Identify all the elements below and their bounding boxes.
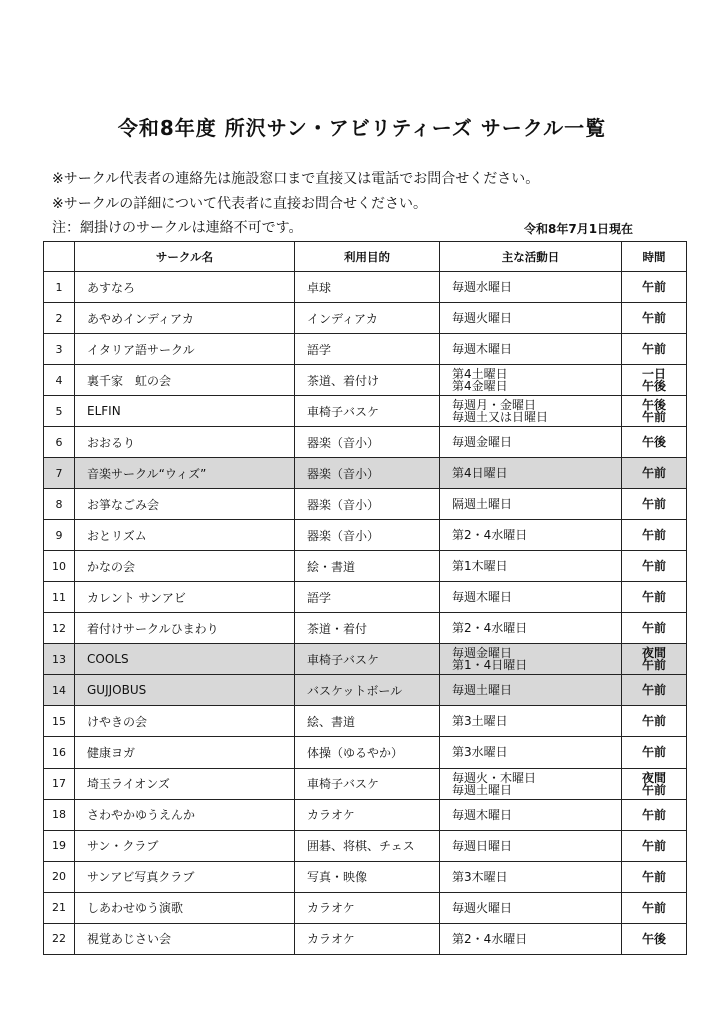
activity-day-cell: 毎週木曜日 [440, 582, 622, 613]
time-cell: 午前 [622, 582, 687, 613]
activity-day-cell: 第2・4水曜日 [440, 613, 622, 644]
purpose-cell: 絵・書道 [295, 551, 440, 582]
row-number-cell: 7 [44, 458, 75, 489]
table-row [44, 551, 687, 582]
row-number-cell: 22 [44, 923, 75, 954]
activity-day-cell: 毎週日曜日 [440, 830, 622, 861]
activity-day-cell: 第3土曜日 [440, 706, 622, 737]
table-row [44, 613, 687, 644]
row-number-cell: 1 [44, 272, 75, 303]
activity-day-cell: 第3木曜日 [440, 861, 622, 892]
time-cell: 夜間 午前 [622, 768, 687, 799]
activity-day-cell: 第4土曜日 第4金曜日 [440, 365, 622, 396]
purpose-cell: 器楽（音小） [295, 489, 440, 520]
activity-day-cell: 毎週火・木曜日 毎週土曜日 [440, 768, 622, 799]
activity-day-cell: 毎週金曜日 第1・4日曜日 [440, 644, 622, 675]
activity-day-cell: 第1木曜日 [440, 551, 622, 582]
table-row [44, 489, 687, 520]
circle-name-cell: GUJJOBUS [75, 675, 295, 706]
row-number-cell: 16 [44, 737, 75, 768]
activity-day-cell: 毎週木曜日 [440, 334, 622, 365]
circle-name-cell: お箏なごみ会 [75, 489, 295, 520]
purpose-cell: 体操（ゆるやか） [295, 737, 440, 768]
table-row [44, 427, 687, 458]
table-row [44, 861, 687, 892]
table-row [44, 830, 687, 861]
circle-name-cell: 音楽サークル“ウィズ” [75, 458, 295, 489]
purpose-cell: 車椅子バスケ [295, 396, 440, 427]
activity-day-cell: 毎週木曜日 [440, 799, 622, 830]
time-cell: 午前 [622, 737, 687, 768]
time-cell: 午前 [622, 799, 687, 830]
purpose-cell: 器楽（音小） [295, 458, 440, 489]
table-row [44, 768, 687, 799]
circle-name-cell: サンアビ写真クラブ [75, 861, 295, 892]
circle-name-cell: おおるり [75, 427, 295, 458]
circle-table [43, 241, 687, 955]
circle-name-cell: かなの会 [75, 551, 295, 582]
time-cell: 午前 [622, 334, 687, 365]
circle-name-cell: ELFIN [75, 396, 295, 427]
circle-name-cell: COOLS [75, 644, 295, 675]
activity-day-cell: 毎週土曜日 [440, 675, 622, 706]
table-row [44, 458, 687, 489]
table-row [44, 892, 687, 923]
note-contact: ※サークル代表者の連絡先は施設窓口まで直接又は電話でお問合せください。 [52, 171, 540, 187]
row-number-cell: 10 [44, 551, 75, 582]
time-cell: 午前 [622, 892, 687, 923]
activity-day-cell: 隔週土曜日 [440, 489, 622, 520]
purpose-cell: カラオケ [295, 923, 440, 954]
page-title: 令和8年度 所沢サン・アビリティーズ サークル一覧 [117, 116, 607, 140]
table-row [44, 799, 687, 830]
activity-day-cell: 毎週水曜日 [440, 272, 622, 303]
table-row [44, 923, 687, 954]
activity-day-cell: 第2・4水曜日 [440, 923, 622, 954]
row-number-cell: 15 [44, 706, 75, 737]
purpose-cell: 写真・映像 [295, 861, 440, 892]
activity-day-cell: 毎週金曜日 [440, 427, 622, 458]
purpose-cell: 車椅子バスケ [295, 768, 440, 799]
circle-name-cell: イタリア語サークル [75, 334, 295, 365]
purpose-cell: インディアカ [295, 303, 440, 334]
activity-day-cell: 毎週月・金曜日 毎週土又は日曜日 [440, 396, 622, 427]
table-row [44, 675, 687, 706]
row-number-cell: 4 [44, 365, 75, 396]
table-row [44, 706, 687, 737]
row-number-cell: 5 [44, 396, 75, 427]
time-cell: 午前 [622, 520, 687, 551]
note-shaded: 注：網掛けのサークルは連絡不可です。 [52, 220, 303, 236]
header-number [44, 242, 75, 272]
table-row [44, 334, 687, 365]
header-purpose: 利用目的 [295, 242, 440, 272]
activity-day-cell: 毎週火曜日 [440, 892, 622, 923]
activity-day-cell: 毎週火曜日 [440, 303, 622, 334]
purpose-cell: 器楽（音小） [295, 520, 440, 551]
row-number-cell: 20 [44, 861, 75, 892]
table-row [44, 520, 687, 551]
row-number-cell: 13 [44, 644, 75, 675]
activity-day-cell: 第3水曜日 [440, 737, 622, 768]
purpose-cell: バスケットボール [295, 675, 440, 706]
circle-name-cell: カレント サンアビ [75, 582, 295, 613]
circle-name-cell: あやめインディアカ [75, 303, 295, 334]
time-cell: 午前 [622, 458, 687, 489]
purpose-cell: 語学 [295, 582, 440, 613]
circle-name-cell: しあわせゆう演歌 [75, 892, 295, 923]
time-cell: 午後 [622, 923, 687, 954]
table-row [44, 582, 687, 613]
purpose-cell: 囲碁、将棋、チェス [295, 830, 440, 861]
table-row [44, 737, 687, 768]
circle-name-cell: サン・クラブ [75, 830, 295, 861]
circle-name-cell: おとリズム [75, 520, 295, 551]
row-number-cell: 3 [44, 334, 75, 365]
note-details: ※サークルの詳細について代表者に直接お問合せください。 [52, 196, 428, 212]
row-number-cell: 19 [44, 830, 75, 861]
header-activity-day: 主な活動日 [440, 242, 622, 272]
table-row [44, 365, 687, 396]
row-number-cell: 12 [44, 613, 75, 644]
header-time: 時間 [622, 242, 687, 272]
circle-name-cell: 埼玉ライオンズ [75, 768, 295, 799]
circle-name-cell: 着付けサークルひまわり [75, 613, 295, 644]
activity-day-cell: 第4日曜日 [440, 458, 622, 489]
purpose-cell: カラオケ [295, 892, 440, 923]
purpose-cell: 絵、書道 [295, 706, 440, 737]
time-cell: 午前 [622, 303, 687, 334]
table-row [44, 644, 687, 675]
time-cell: 午前 [622, 613, 687, 644]
activity-day-cell: 第2・4水曜日 [440, 520, 622, 551]
circle-name-cell: 裏千家 虹の会 [75, 365, 295, 396]
table-header-row [44, 242, 687, 272]
time-cell: 午前 [622, 272, 687, 303]
row-number-cell: 2 [44, 303, 75, 334]
purpose-cell: 語学 [295, 334, 440, 365]
table-row [44, 272, 687, 303]
table-row [44, 303, 687, 334]
as-of-date: 令和8年7月1日現在 [524, 222, 634, 236]
time-cell: 午前 [622, 830, 687, 861]
row-number-cell: 21 [44, 892, 75, 923]
row-number-cell: 17 [44, 768, 75, 799]
purpose-cell: 茶道・着付 [295, 613, 440, 644]
time-cell: 午前 [622, 489, 687, 520]
time-cell: 午前 [622, 861, 687, 892]
row-number-cell: 8 [44, 489, 75, 520]
row-number-cell: 18 [44, 799, 75, 830]
circle-name-cell: 健康ヨガ [75, 737, 295, 768]
time-cell: 午前 [622, 706, 687, 737]
row-number-cell: 11 [44, 582, 75, 613]
table-row [44, 396, 687, 427]
circle-name-cell: 視覚あじさい会 [75, 923, 295, 954]
time-cell: 一日 午後 [622, 365, 687, 396]
purpose-cell: 器楽（音小） [295, 427, 440, 458]
row-number-cell: 9 [44, 520, 75, 551]
circle-name-cell: けやきの会 [75, 706, 295, 737]
row-number-cell: 14 [44, 675, 75, 706]
time-cell: 夜間 午前 [622, 644, 687, 675]
purpose-cell: 卓球 [295, 272, 440, 303]
time-cell: 午後 午前 [622, 396, 687, 427]
circle-name-cell: さわやかゆうえんか [75, 799, 295, 830]
row-number-cell: 6 [44, 427, 75, 458]
purpose-cell: 車椅子バスケ [295, 644, 440, 675]
header-circle-name: サークル名 [75, 242, 295, 272]
purpose-cell: カラオケ [295, 799, 440, 830]
time-cell: 午前 [622, 551, 687, 582]
purpose-cell: 茶道、着付け [295, 365, 440, 396]
time-cell: 午前 [622, 675, 687, 706]
circle-name-cell: あすなろ [75, 272, 295, 303]
time-cell: 午後 [622, 427, 687, 458]
